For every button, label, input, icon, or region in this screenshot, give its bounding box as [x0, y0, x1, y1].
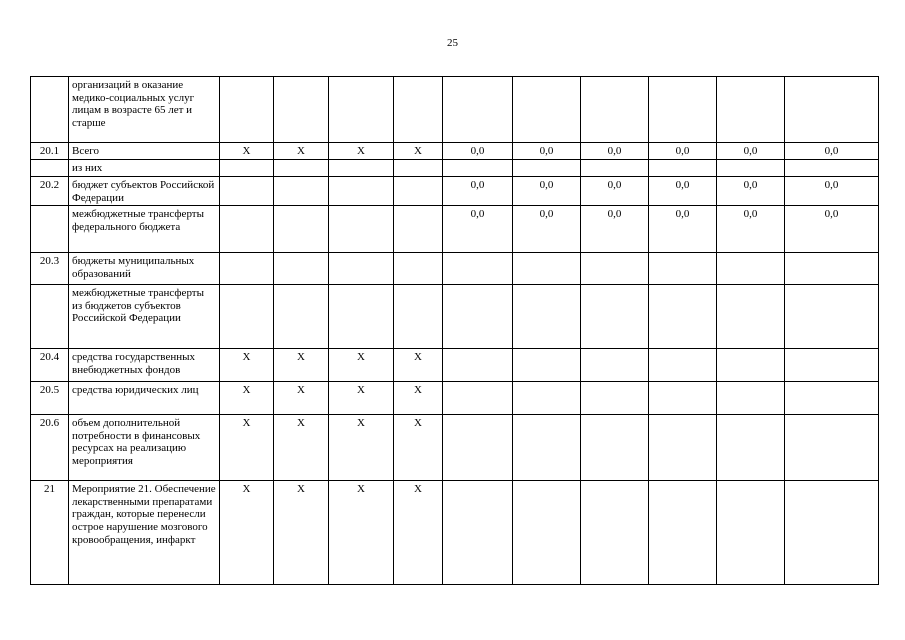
row-description: организаций в оказание медико-социальных услуг лицам в возрасте 65 лет и старше [69, 77, 220, 143]
table-row [31, 415, 879, 481]
value-cell [513, 77, 581, 143]
value-cell: 0,0 [649, 177, 717, 206]
value-cell [443, 253, 513, 285]
value-cell: 0,0 [581, 143, 649, 160]
mark-cell [394, 77, 443, 143]
value-cell [785, 77, 879, 143]
value-cell: 0,0 [785, 177, 879, 206]
mark-cell [274, 160, 329, 177]
value-cell [785, 160, 879, 177]
table-row [31, 160, 879, 177]
mark-cell [394, 160, 443, 177]
mark-cell: Х [394, 481, 443, 585]
mark-cell: Х [220, 481, 274, 585]
value-cell [717, 382, 785, 415]
mark-cell: Х [329, 143, 394, 160]
table-row [31, 206, 879, 253]
row-number: 20.1 [31, 143, 69, 160]
value-cell [513, 415, 581, 481]
mark-cell: Х [274, 382, 329, 415]
value-cell [785, 481, 879, 585]
value-cell [581, 160, 649, 177]
table-row [31, 77, 879, 143]
value-cell [785, 415, 879, 481]
value-cell: 0,0 [443, 177, 513, 206]
table-row [31, 285, 879, 349]
table-row [31, 382, 879, 415]
table-row [31, 143, 879, 160]
value-cell [581, 415, 649, 481]
budget-table [30, 76, 879, 585]
row-number: 20.5 [31, 382, 69, 415]
value-cell [581, 382, 649, 415]
row-description: из них [69, 160, 220, 177]
value-cell [443, 382, 513, 415]
mark-cell [274, 177, 329, 206]
mark-cell: Х [220, 382, 274, 415]
value-cell [717, 285, 785, 349]
value-cell [513, 253, 581, 285]
value-cell [443, 77, 513, 143]
value-cell [443, 160, 513, 177]
value-cell: 0,0 [785, 143, 879, 160]
value-cell [443, 285, 513, 349]
value-cell [649, 481, 717, 585]
row-description: межбюджетные трансферты из бюджетов субъектов Российской Федерации [69, 285, 220, 349]
table-row [31, 177, 879, 206]
value-cell [513, 382, 581, 415]
value-cell: 0,0 [581, 177, 649, 206]
row-description: средства юридических лиц [69, 382, 220, 415]
row-number: 20.2 [31, 177, 69, 206]
mark-cell [220, 285, 274, 349]
mark-cell: Х [329, 382, 394, 415]
value-cell: 0,0 [443, 206, 513, 253]
row-description: бюджеты муниципальных образований [69, 253, 220, 285]
table-body [31, 77, 879, 585]
row-number [31, 77, 69, 143]
mark-cell [274, 253, 329, 285]
value-cell [717, 481, 785, 585]
row-number: 21 [31, 481, 69, 585]
mark-cell: Х [394, 143, 443, 160]
mark-cell [394, 285, 443, 349]
row-description: объем дополнительной потребности в финансовых ресурсах на реализацию мероприятия [69, 415, 220, 481]
mark-cell: Х [274, 415, 329, 481]
mark-cell [274, 206, 329, 253]
value-cell [649, 382, 717, 415]
value-cell [717, 160, 785, 177]
mark-cell: Х [220, 143, 274, 160]
table-row [31, 253, 879, 285]
row-description: межбюджетные трансферты федерального бюджета [69, 206, 220, 253]
value-cell [443, 481, 513, 585]
value-cell: 0,0 [649, 206, 717, 253]
mark-cell: Х [274, 481, 329, 585]
value-cell [649, 415, 717, 481]
value-cell [717, 349, 785, 382]
mark-cell [220, 206, 274, 253]
mark-cell [329, 285, 394, 349]
mark-cell: Х [329, 481, 394, 585]
value-cell [649, 253, 717, 285]
mark-cell: Х [274, 349, 329, 382]
mark-cell: Х [220, 349, 274, 382]
mark-cell [329, 253, 394, 285]
mark-cell [329, 206, 394, 253]
value-cell: 0,0 [513, 177, 581, 206]
value-cell [581, 349, 649, 382]
mark-cell [329, 160, 394, 177]
value-cell: 0,0 [513, 143, 581, 160]
row-number [31, 160, 69, 177]
value-cell [581, 481, 649, 585]
mark-cell [220, 177, 274, 206]
row-description: Всего [69, 143, 220, 160]
mark-cell [394, 206, 443, 253]
row-number [31, 206, 69, 253]
value-cell: 0,0 [581, 206, 649, 253]
mark-cell [274, 285, 329, 349]
page-number: 25 [447, 37, 458, 49]
row-number [31, 285, 69, 349]
mark-cell: Х [394, 349, 443, 382]
value-cell [649, 77, 717, 143]
mark-cell: Х [220, 415, 274, 481]
value-cell: 0,0 [443, 143, 513, 160]
table-row [31, 349, 879, 382]
value-cell: 0,0 [513, 206, 581, 253]
value-cell: 0,0 [717, 143, 785, 160]
value-cell [581, 253, 649, 285]
value-cell [513, 160, 581, 177]
mark-cell: Х [329, 415, 394, 481]
value-cell [513, 285, 581, 349]
value-cell [513, 349, 581, 382]
row-description: Мероприятие 21. Обеспечение лекарственными препаратами граждан, которые перенесли острое нарушение мозгового кровообращения, инфаркт [69, 481, 220, 585]
row-description: средства государственных внебюджетных фондов [69, 349, 220, 382]
value-cell: 0,0 [785, 206, 879, 253]
value-cell [717, 77, 785, 143]
mark-cell [394, 253, 443, 285]
value-cell [717, 253, 785, 285]
mark-cell: Х [394, 415, 443, 481]
mark-cell [220, 77, 274, 143]
mark-cell: Х [274, 143, 329, 160]
mark-cell [394, 177, 443, 206]
row-number: 20.6 [31, 415, 69, 481]
mark-cell: Х [394, 382, 443, 415]
value-cell: 0,0 [717, 177, 785, 206]
value-cell: 0,0 [649, 143, 717, 160]
value-cell: 0,0 [717, 206, 785, 253]
value-cell [581, 77, 649, 143]
row-number: 20.3 [31, 253, 69, 285]
value-cell [717, 415, 785, 481]
value-cell [785, 382, 879, 415]
row-number: 20.4 [31, 349, 69, 382]
mark-cell [329, 177, 394, 206]
value-cell [649, 160, 717, 177]
mark-cell [220, 253, 274, 285]
mark-cell: Х [329, 349, 394, 382]
mark-cell [274, 77, 329, 143]
table-row [31, 481, 879, 585]
value-cell [443, 349, 513, 382]
value-cell [649, 285, 717, 349]
value-cell [649, 349, 717, 382]
value-cell [785, 349, 879, 382]
value-cell [513, 481, 581, 585]
value-cell [785, 253, 879, 285]
value-cell [443, 415, 513, 481]
value-cell [581, 285, 649, 349]
row-description: бюджет субъектов Российской Федерации [69, 177, 220, 206]
value-cell [785, 285, 879, 349]
mark-cell [220, 160, 274, 177]
mark-cell [329, 77, 394, 143]
